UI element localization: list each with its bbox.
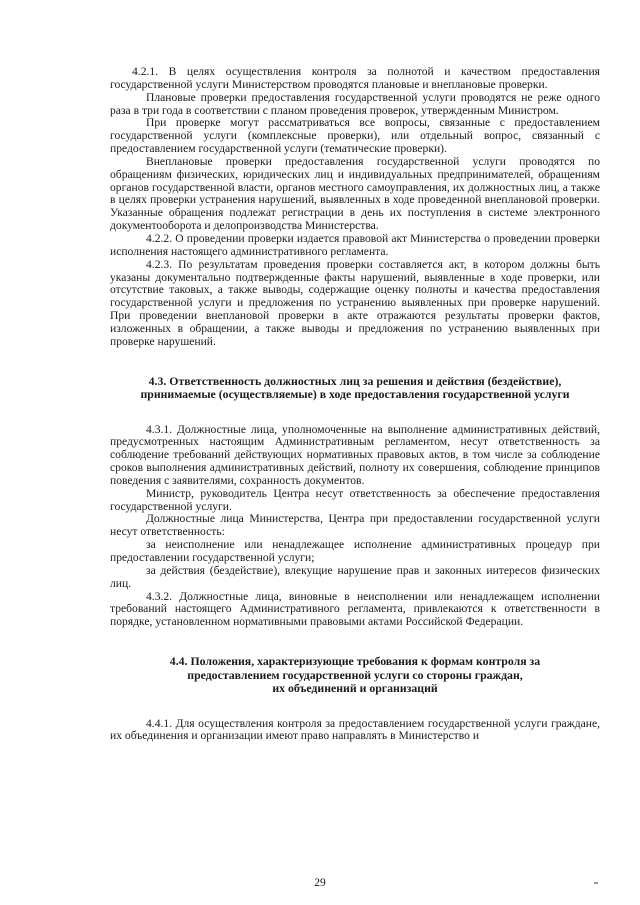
paragraph-4-2-3: 4.2.3. По результатам проведения проверки составляется акт, в котором должны быть указаны документально подтвержденные факты нарушений, выявленные в ходе проверки, или отсутствие таковых, а также выводы, содержащие оценку полноты и качества предоставления государственной услуги и предложения по устранению выявленных при проверке нарушений. При проведении внеплановой проверки в акте отражаются результаты проверки фактов, изложенных в обращении, а также выводы и предложения по устранению выявленных при проверке нарушений. [110, 257, 600, 348]
section-4-4-title-line-2: предоставлением государственной услуги со стороны граждан, [187, 667, 523, 682]
section-4-3-title: 4.3. Ответственность должностных лиц за решения и действия (бездействие), принимаемые (осуществляемые) в ходе предоставления государственной услуги [140, 373, 570, 402]
paragraph-minister-responsibility: Министр, руководитель Центра несут ответственность за обеспечение предоставления государственной услуги. [110, 486, 600, 513]
section-4-4-title-line-3: их объединений и организаций [272, 681, 438, 696]
paragraph-unplanned-checks: Внеплановые проверки предоставления государственной услуги проводятся по обращениям физических, юридических лиц и индивидуальных предпринимателей, обращениям органов государственной власти, органов местного самоуправления, их должностных лиц, а также в целях проверки устранения нарушений, выявленных в ходе проведенной внеплановой проверки. Указанные обращения подлежат регистрации в день их поступления в системе электронного документооборота и делопроизводства Министерства. [110, 154, 600, 233]
paragraph-4-2-2: 4.2.2. О проведении проверки издается правовой акт Министерства о проведении проверки исполнения настоящего административного регламента. [110, 231, 600, 258]
document-body [110, 66, 600, 743]
paragraph-4-2-1: 4.2.1. В целях осуществления контроля за полнотой и качеством предоставления государственной услуги Министерством проводятся плановые и внеплановые проверки. [110, 65, 600, 91]
paragraph-officials-responsibility: Должностные лица Министерства, Центра при предоставлении государственной услуги несут ответственность: [110, 512, 600, 539]
paragraph-4-4-1: 4.4.1. Для осуществления контроля за предоставлением государственной услуги граждане, их объединения и организации имеют право направлять в Министерство и [110, 716, 600, 743]
paragraph-4-3-1: 4.3.1. Должностные лица, уполномоченные на выполнение административных действий, предусмотренных настоящим Административным регламентом, несут ответственность за соблюдение требований действующих нормативных правовых актов, в том числе за соблюдение сроков выполнения административных действий, полноту их совершения, соблюдение принципов поведения с заявителями, сохранность документов. [110, 422, 600, 487]
section-4-4-title-line-1: 4.4. Положения, характеризующие требования к формам контроля за [169, 654, 541, 669]
paragraph-check-scope: При проверке могут рассматриваться все вопросы, связанные с предоставлением государственной услуги (комплексные проверки), или отдельный вопрос, связанный с предоставлением государственной услуги (тематические проверки). [110, 116, 600, 156]
paragraph-4-3-2: 4.3.2. Должностные лица, виновные в неисполнении или ненадлежащем исполнении требований настоящего Административного регламента, привлекаются к ответственности в порядке, установленном нормативными правовыми актами Российской Федерации. [110, 589, 600, 629]
paragraph-planned-checks: Плановые проверки предоставления государственной услуги проводятся не реже одного раза в три года в соответствии с планом проведения проверок, утвержденным Министром. [110, 90, 600, 117]
paragraph-responsibility-item-2: за действия (бездействие), влекущие нарушение прав и законных интересов физических лиц. [110, 563, 600, 590]
scan-mark [594, 882, 598, 884]
page-number: 29 [314, 877, 326, 889]
paragraph-responsibility-item-1: за неисполнение или ненадлежащее исполнение административных процедур при предоставлении государственной услуги; [110, 538, 600, 564]
